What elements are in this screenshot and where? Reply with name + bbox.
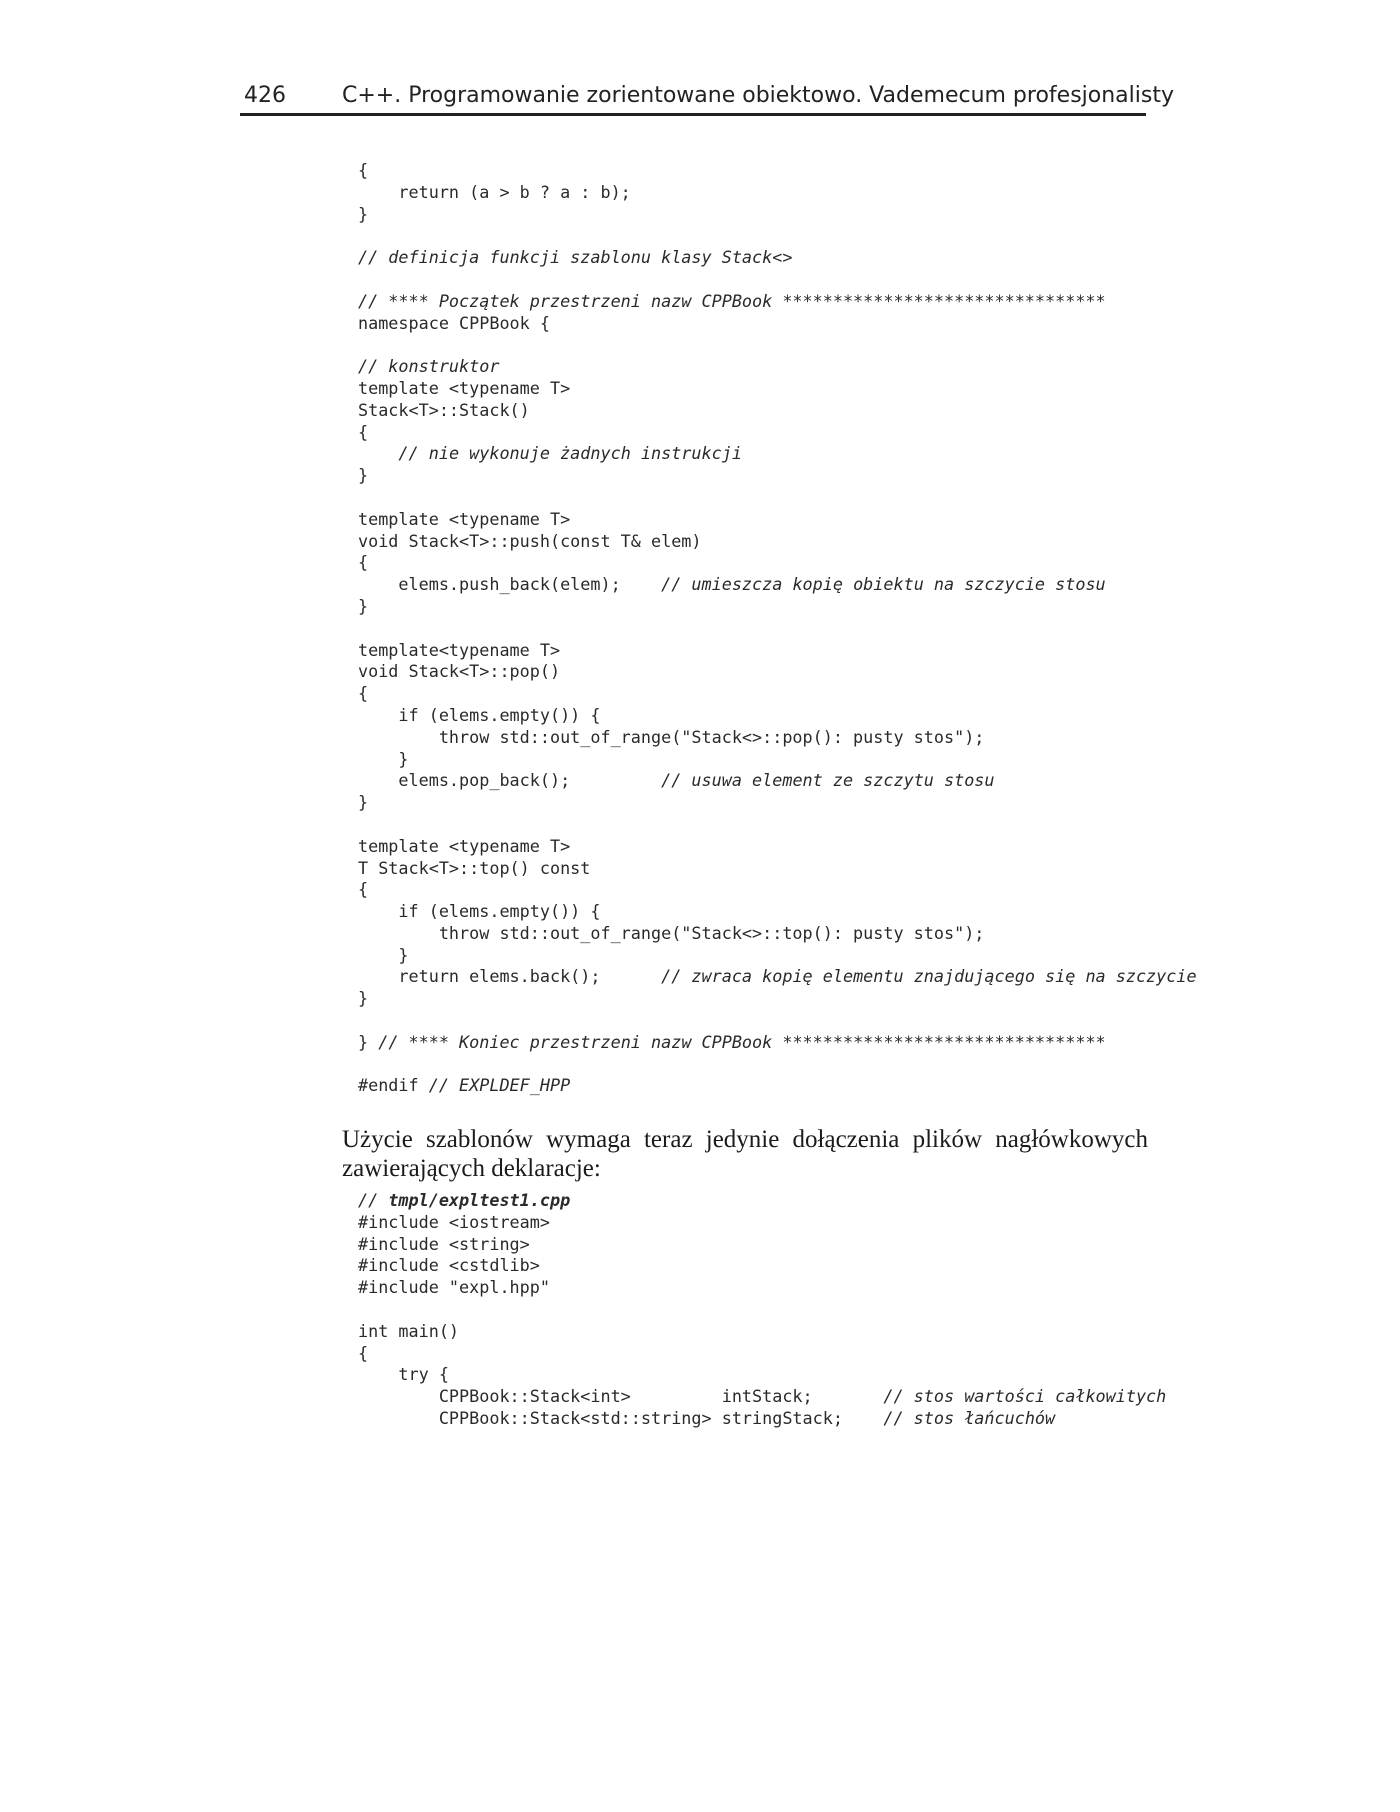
code-line [358, 1277, 1166, 1299]
running-header [240, 80, 1174, 116]
code-comment: // **** Początek przestrzeni nazw CPPBook ******************************** [358, 290, 1106, 311]
code-line [358, 1010, 1197, 1032]
code-comment: // definicja funkcji szablonu klasy Stack<> [358, 247, 793, 268]
code-text: template <typename T> [358, 835, 571, 856]
code-text: namespace CPPBook { [358, 312, 550, 333]
code-filename: tmpl/expltest1.cpp [388, 1190, 571, 1210]
code-text: Stack<T>::Stack() [358, 399, 530, 420]
code-text: throw std::out_of_range("Stack<>::pop(): pusty stos"); [358, 726, 985, 747]
code-line [358, 1054, 1197, 1076]
code-line [358, 465, 1197, 487]
code-line [358, 966, 1197, 988]
code-line [358, 749, 1197, 771]
code-line [358, 225, 1197, 247]
code-line [358, 400, 1197, 422]
code-line [358, 705, 1197, 727]
code-comment: // zwraca kopię elementu znajdującego się na szczycie [661, 966, 1197, 987]
code-comment: // konstruktor [358, 356, 500, 377]
code-line [358, 160, 1197, 182]
code-text: try { [358, 1364, 449, 1385]
code-text: } [358, 988, 369, 1009]
code-comment: // stos wartości całkowitych [883, 1386, 1167, 1407]
code-line [358, 574, 1197, 596]
code-text: return elems.back(); [358, 966, 662, 987]
code-line [358, 356, 1197, 378]
code-line [358, 858, 1197, 880]
code-listing-stack-definitions [358, 160, 1197, 1097]
code-comment: // stos łańcuchów [883, 1407, 1056, 1428]
code-line [358, 879, 1197, 901]
code-text [358, 443, 398, 463]
page-number: 426 [244, 83, 286, 108]
code-line [358, 552, 1197, 574]
code-text: } [358, 792, 369, 813]
code-text: CPPBook::Stack<std::string> stringStack; [358, 1407, 884, 1428]
code-line [358, 509, 1197, 531]
code-text: elems.push_back(elem); [358, 574, 662, 595]
code-text: } [358, 1031, 379, 1052]
code-text: { [358, 552, 369, 573]
code-text: #include <iostream> [358, 1211, 550, 1232]
code-line [358, 1408, 1166, 1430]
code-line [358, 923, 1197, 945]
code-text: #include <cstdlib> [358, 1255, 540, 1276]
code-line [358, 770, 1197, 792]
code-comment: // usuwa element ze szczytu stosu [661, 770, 995, 791]
code-line [358, 443, 1197, 465]
code-line [358, 1212, 1166, 1234]
book-title: C++. Programowanie zorientowane obiektowo. Vademecum profesjonalisty [342, 83, 1174, 108]
code-line [358, 988, 1197, 1010]
code-line [358, 1364, 1166, 1386]
code-line [358, 1032, 1197, 1054]
code-comment: // EXPLDEF_HPP [428, 1075, 571, 1096]
code-line [358, 618, 1197, 640]
code-line [358, 792, 1197, 814]
code-text: throw std::out_of_range("Stack<>::top(): pusty stos"); [358, 922, 985, 943]
code-line [358, 683, 1197, 705]
code-text: void Stack<T>::push(const T& elem) [358, 530, 702, 551]
code-comment: // umieszcza kopię obiektu na szczycie stosu [661, 574, 1106, 595]
code-line [358, 836, 1197, 858]
code-text: template<typename T> [358, 639, 561, 660]
code-line [358, 596, 1197, 618]
code-line [358, 1386, 1166, 1408]
code-line [358, 945, 1197, 967]
code-comment: // nie wykonuje żadnych instrukcji [398, 443, 742, 464]
code-line [358, 313, 1197, 335]
code-text: void Stack<T>::pop() [358, 661, 561, 682]
code-comment: // [358, 1190, 389, 1210]
code-text: #include "expl.hpp" [358, 1277, 550, 1298]
code-text: elems.pop_back(); [358, 770, 662, 791]
code-text: { [358, 879, 369, 900]
code-line [358, 247, 1197, 269]
code-line [358, 1343, 1166, 1365]
code-text: #endif [358, 1075, 429, 1096]
code-text: { [358, 683, 369, 704]
code-line [358, 1234, 1166, 1256]
code-line [358, 661, 1197, 683]
code-line [358, 378, 1197, 400]
body-paragraph: Użycie szablonów wymaga teraz jedynie dołączenia plików nagłówkowych zawierających deklaracje: [342, 1126, 1148, 1182]
code-text: } [358, 595, 369, 616]
code-text: int main() [358, 1320, 460, 1341]
code-line [358, 901, 1197, 923]
code-text: { [358, 421, 369, 442]
code-text: { [358, 160, 369, 180]
code-line [358, 334, 1197, 356]
code-line [358, 1190, 1166, 1212]
code-line [358, 531, 1197, 553]
code-line [358, 1255, 1166, 1277]
code-line [358, 487, 1197, 509]
code-line [358, 814, 1197, 836]
code-text: } [358, 944, 409, 965]
code-text: } [358, 465, 369, 486]
code-text: CPPBook::Stack<int> intStack; [358, 1386, 884, 1407]
code-line [358, 1321, 1166, 1343]
code-text: if (elems.empty()) { [358, 704, 601, 725]
code-line [358, 422, 1197, 444]
code-text: } [358, 748, 409, 769]
code-line [358, 204, 1197, 226]
code-line [358, 182, 1197, 204]
code-comment: // **** Koniec przestrzeni nazw CPPBook ******************************** [378, 1031, 1106, 1052]
code-text: #include <string> [358, 1233, 530, 1254]
code-text: if (elems.empty()) { [358, 901, 601, 922]
code-line [358, 1299, 1166, 1321]
code-text: template <typename T> [358, 377, 571, 398]
code-text: template <typename T> [358, 508, 571, 529]
code-line [358, 1075, 1197, 1097]
code-text: return (a > b ? a : b); [358, 181, 631, 202]
code-line [358, 291, 1197, 313]
code-line [358, 727, 1197, 749]
code-listing-expltest1 [358, 1190, 1166, 1430]
code-text: T Stack<T>::top() const [358, 857, 591, 878]
code-line [358, 640, 1197, 662]
code-line [358, 269, 1197, 291]
code-text: { [358, 1342, 369, 1363]
code-text: } [358, 203, 369, 224]
